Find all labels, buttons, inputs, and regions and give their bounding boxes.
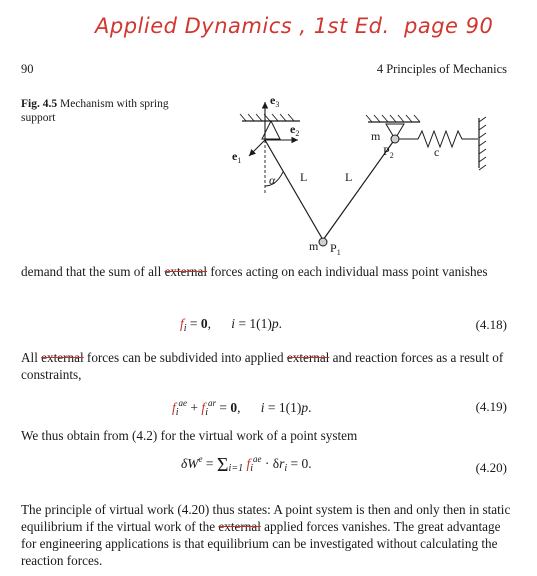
equation-4-19: $f_i^{ae} + f_i^{ar} = 0$, i = 1(1)p. <box>172 398 312 418</box>
equation-number-4-18: (4.18) <box>475 317 507 332</box>
handwritten-page: page 90 <box>404 14 494 38</box>
label-L-left: L <box>300 170 308 184</box>
label-alpha: α <box>269 173 276 187</box>
label-P1: $P_1$ <box>330 241 341 257</box>
caption-label: Fig. 4.5 <box>21 98 58 110</box>
mass-p1 <box>319 238 327 246</box>
label-c: c <box>434 145 440 159</box>
equation-number-4-19: (4.19) <box>475 399 507 414</box>
equation-4-20: $\delta W^e = \Sigma_{i=1}$ $f_i^{ae} \cdot \delta r_i = 0$. <box>181 454 312 476</box>
equation-number-4-20: (4.20) <box>475 460 507 475</box>
paragraph-4: The principle of virtual work (4.20) thus states: A point system is then and only then in static equilibrium if the virtual work of the external applied forces vanishes. The great advantage for engineering applications is that equilibrium can be investigated without calculating the reaction forces. <box>21 502 511 568</box>
mass-p2 <box>391 135 399 143</box>
label-e1: $e_1$ <box>232 149 242 165</box>
label-e2: $e_2$ <box>290 122 300 138</box>
equation-4-18: $f_i = 0$, i = 1(1)p. <box>180 316 283 334</box>
page-number: 90 <box>21 62 34 76</box>
label-m-top: m <box>371 129 381 143</box>
mechanism-figure <box>0 0 537 260</box>
chapter-heading: 4 Principles of Mechanics <box>376 62 507 76</box>
right-wall <box>479 117 486 170</box>
handwritten-title: Applied Dynamics , 1st Ed. <box>95 14 390 38</box>
label-L-right: L <box>345 170 353 184</box>
paragraph-1: demand that the sum of all external forces acting on each individual mass point vanishes <box>21 264 488 279</box>
paragraph-2: All external forces can be subdivided into applied external and reaction forces as a result of constraints, <box>21 350 504 382</box>
paragraph-3: We thus obtain from (4.2) for the virtual work of a point system <box>21 428 358 443</box>
caption-text: Mechanism with spring support <box>21 98 169 124</box>
label-e3: $e_3$ <box>270 93 280 109</box>
label-m-bottom: m <box>309 239 319 253</box>
label-P2: $P_2$ <box>383 144 394 160</box>
link-left <box>265 140 323 240</box>
axis-e1 <box>249 140 265 156</box>
